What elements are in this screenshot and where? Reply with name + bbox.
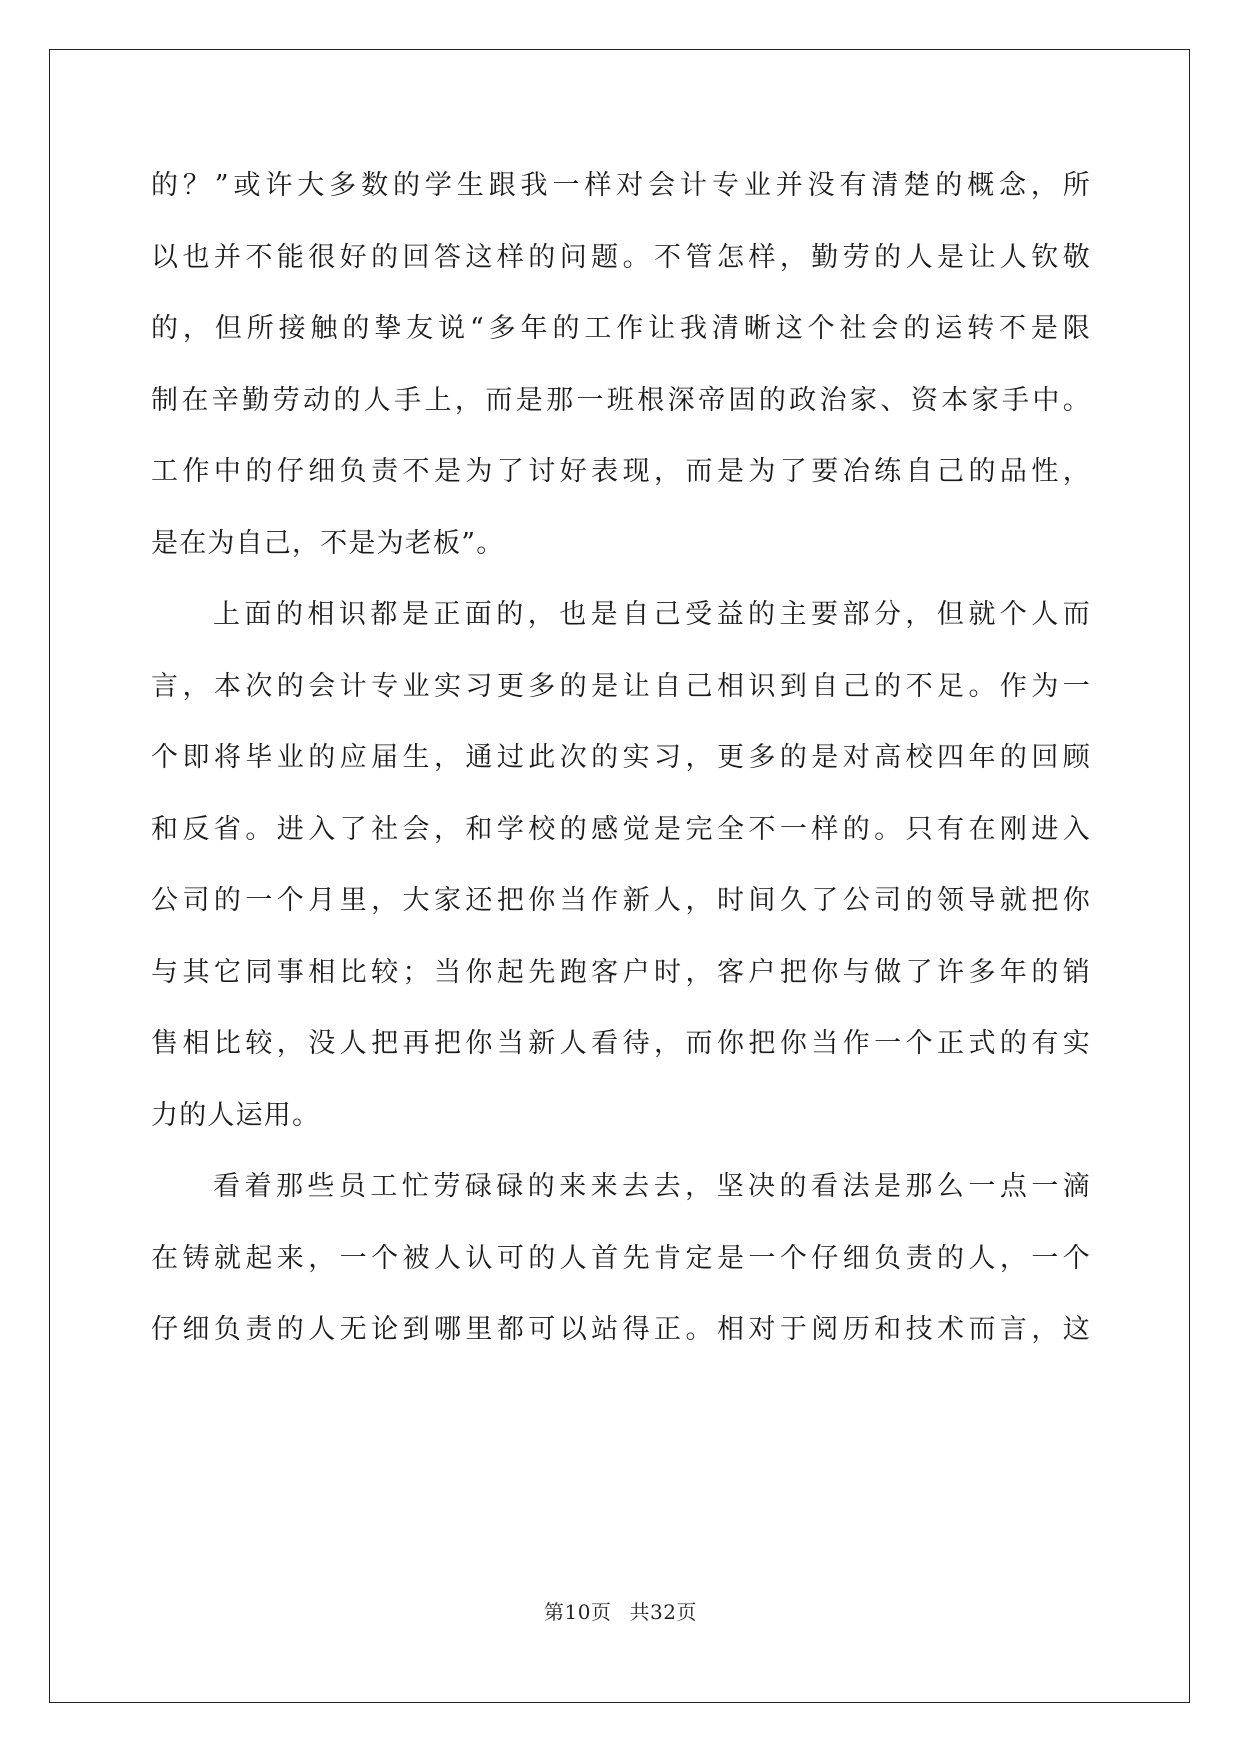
paragraph-3 [151, 1162, 1091, 1377]
text-line: 力的人运用。 [151, 1099, 321, 1131]
text-line: 的，但所接触的挚友说“多年的工作让我清晰这个社会的运转不是限 [151, 313, 1091, 344]
text-line: 的？”或许大多数的学生跟我一样对会计专业并没有清楚的概念，所 [151, 170, 1091, 201]
text-line: 制在辛勤劳动的人手上，而是那一班根深帝固的政治家、资本家手中。 [151, 384, 1091, 416]
text-line: 看着那些员工忙劳碌碌的来来去去，坚决的看法是那么一点一滴 [213, 1171, 1091, 1202]
text-line: 言，本次的会计专业实习更多的是让自己相识到自己的不足。作为一 [151, 670, 1091, 702]
text-line: 上面的相识都是正面的，也是自己受益的主要部分，但就个人而 [213, 599, 1091, 630]
total-pages-label: 共32页 [629, 1600, 697, 1624]
text-line: 仔细负责的人无论到哪里都可以站得正。相对于阅历和技术而言，这 [151, 1314, 1091, 1345]
text-line: 工作中的仔细负责不是为了讨好表现，而是为了要冶练自己的品性， [151, 456, 1091, 487]
text-line: 是在为自己，不是为老板”。 [151, 527, 505, 559]
text-line: 和反省。进入了社会，和学校的感觉是完全不一样的。只有在刚进入 [151, 813, 1091, 845]
text-line: 公司的一个月里，大家还把你当作新人，时间久了公司的领导就把你 [151, 885, 1091, 916]
text-line: 在铸就起来，一个被人认可的人首先肯定是一个仔细负责的人，一个 [151, 1242, 1091, 1274]
current-page-label: 第10页 [544, 1600, 612, 1624]
text-line: 个即将毕业的应届生，通过此次的实习，更多的是对高校四年的回顾 [151, 742, 1091, 773]
text-line: 售相比较，没人把再把你当新人看待，而你把你当作一个正式的有实 [151, 1028, 1091, 1059]
document-body [151, 161, 1091, 1377]
paragraph-2 [151, 590, 1091, 1162]
page-footer [0, 1596, 1241, 1625]
text-line: 与其它同事相比较；当你起先跑客户时，客户把你与做了许多年的销 [151, 956, 1091, 988]
paragraph-1 [151, 161, 1091, 590]
text-line: 以也并不能很好的回答这样的问题。不管怎样，勤劳的人是让人钦敬 [151, 241, 1091, 273]
